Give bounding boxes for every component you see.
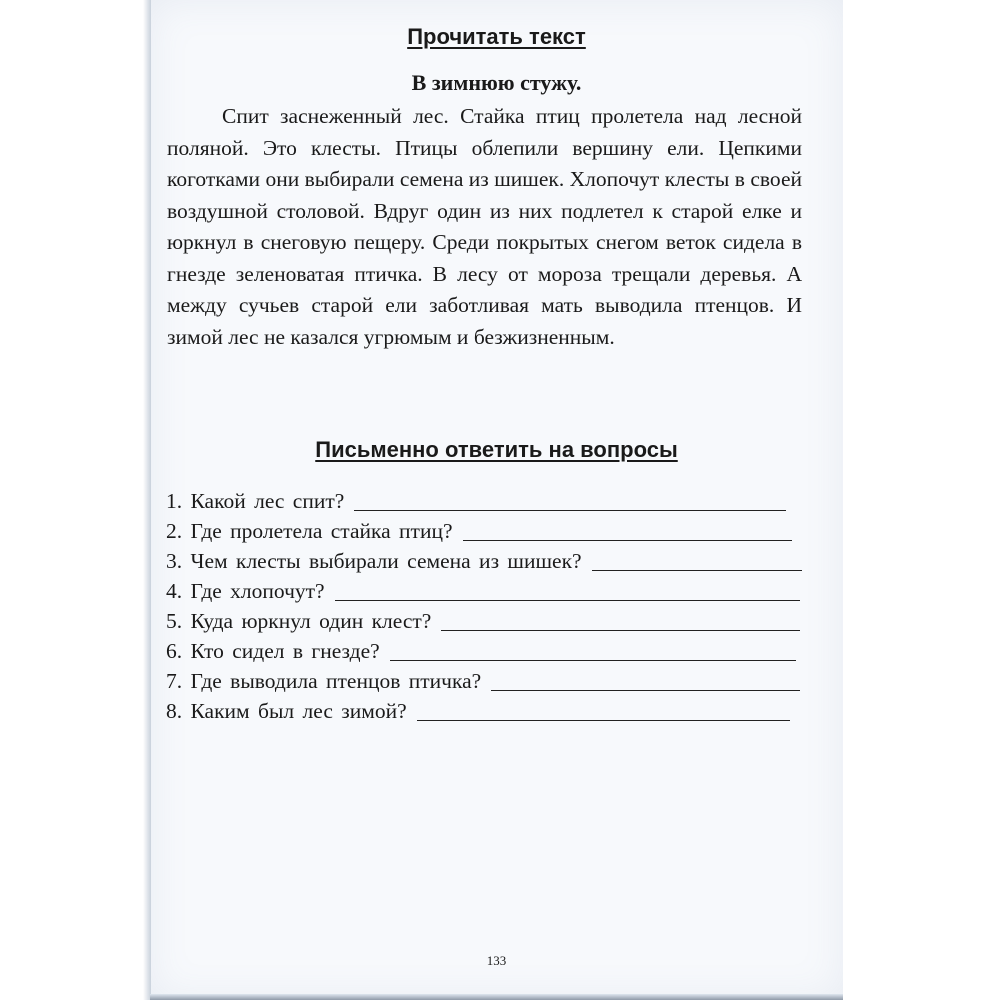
question-text: 4. Где хлопочут? — [166, 579, 325, 603]
story-text: Спит заснеженный лес. Стайка птиц пролетела над лесной поляной. Это клесты. Птицы облепили вершину ели. Цепкими коготками они выбирали семена из шишек. Хлопочут клесты в своей воздушной столовой. Вдруг один из них подлетел к старой елке и юркнул в снеговую пещеру. Среди покрытых снегом веток сидела в гнезде зеленоватая птичка. В лесу от мороза трещали деревья. А между сучьев старой ели заботливая мать выводила птенцов. И зимой лес не казался угрюмым и безжизненным. — [167, 104, 802, 349]
question-row — [166, 514, 806, 544]
question-text: 7. Где выводила птенцов птичка? — [166, 669, 482, 693]
answer-line[interactable] — [441, 629, 800, 631]
page-edge-bottom — [150, 994, 843, 1000]
question-row — [166, 694, 806, 724]
question-text: 6. Кто сидел в гнезде? — [166, 639, 380, 663]
story-title: В зимнюю стужу. — [411, 70, 582, 95]
answer-line[interactable] — [354, 509, 786, 511]
question-row — [166, 574, 806, 604]
question-row — [166, 604, 806, 634]
question-text: 5. Куда юркнул один клест? — [166, 609, 432, 633]
task-heading-read: Прочитать текст — [407, 24, 586, 49]
question-text: 3. Чем клесты выбирали семена из шишек? — [166, 549, 582, 573]
answer-line[interactable] — [463, 539, 793, 541]
task-heading-questions: Письменно ответить на вопросы — [315, 437, 678, 462]
page-edge-left — [143, 0, 151, 1000]
question-text: 1. Какой лес спит? — [166, 489, 345, 513]
question-list — [166, 484, 806, 724]
page-number: 133 — [486, 953, 507, 968]
question-row — [166, 634, 806, 664]
question-text: 2. Где пролетела стайка птиц? — [166, 519, 453, 543]
answer-line[interactable] — [390, 659, 796, 661]
question-row — [166, 544, 806, 574]
answer-line[interactable] — [592, 569, 802, 571]
answer-line[interactable] — [335, 599, 800, 601]
answer-line[interactable] — [491, 689, 800, 691]
answer-line[interactable] — [417, 719, 790, 721]
question-text: 8. Каким был лес зимой? — [166, 699, 407, 723]
question-row — [166, 484, 806, 514]
question-row — [166, 664, 806, 694]
